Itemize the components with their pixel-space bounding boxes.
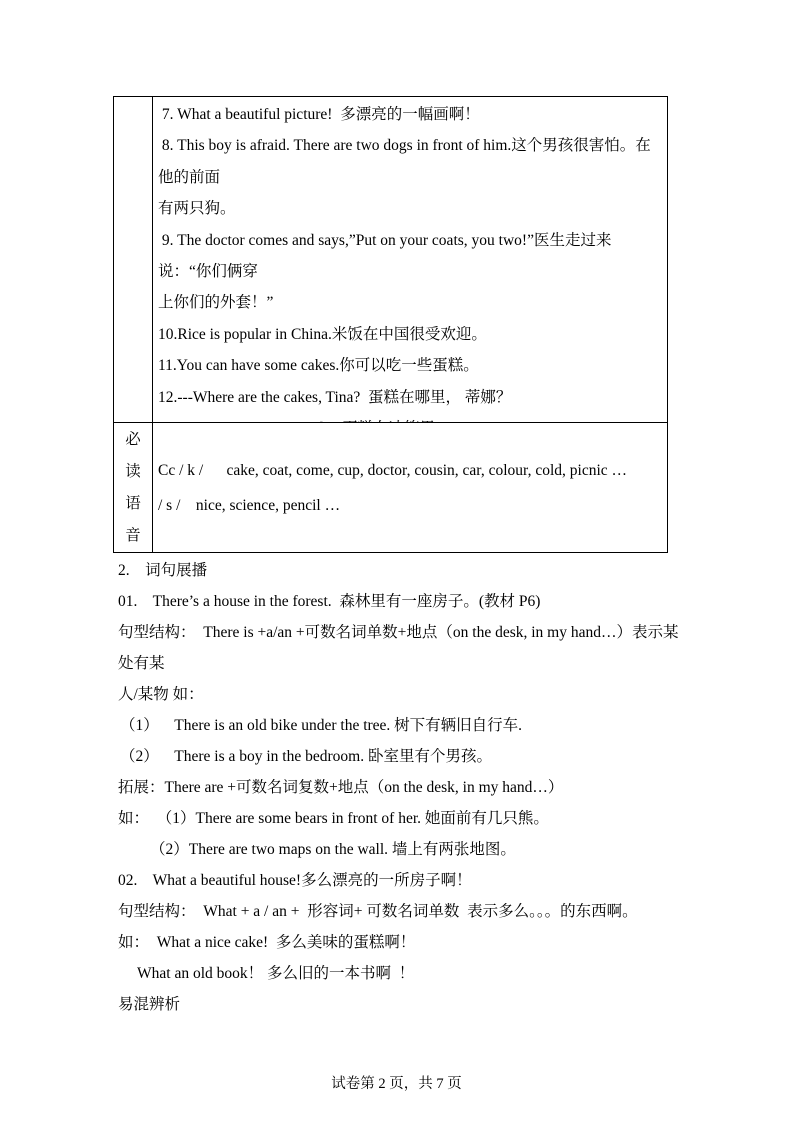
note-line: （2） There is a boy in the bedroom. 卧室里有个男孩。 bbox=[120, 748, 492, 765]
note-line: What an old book！ 多么旧的一本书啊 ！ bbox=[137, 965, 415, 982]
note-line: 如： （1）There are some bears in front of her. 她面前有几只熊。 bbox=[118, 810, 549, 827]
phonics-row-content-cell bbox=[153, 423, 667, 552]
phonics-line: / s / nice, science, pencil … bbox=[158, 496, 341, 514]
note-line: 02. What a beautiful house!多么漂亮的一所房子啊！ bbox=[118, 872, 472, 889]
note-line: 句型结构： What + a / an + 形容词+ 可数名词单数 表示多么。。。的东西啊。 bbox=[118, 903, 638, 920]
phonics-label-char: 音 bbox=[125, 526, 141, 544]
phonics-label-char: 读 bbox=[125, 462, 141, 480]
phonics-label-char: 语 bbox=[125, 494, 141, 512]
sentences-row-content-cell bbox=[153, 97, 667, 422]
note-line: 如： What a nice cake! 多么美味的蛋糕啊！ bbox=[118, 934, 416, 951]
sentence-line: 12.---Where are the cakes, Tina? 蛋糕在哪里， 蒂娜？ bbox=[158, 388, 512, 406]
phonics-label-char: 必 bbox=[125, 430, 141, 448]
phonics-row bbox=[114, 422, 667, 552]
section-heading: 2. 词句展播 bbox=[118, 562, 208, 579]
notes-section bbox=[0, 555, 793, 1020]
sentence-line: 有两只狗。 bbox=[158, 200, 236, 218]
sentence-line: 7. What a beautiful picture! 多漂亮的一幅画啊！ bbox=[158, 106, 480, 123]
sentences-row bbox=[114, 97, 667, 422]
note-line: 拓展：There are +可数名词复数+地点（on the desk, in my hand…） bbox=[118, 779, 564, 796]
note-line: 01. There’s a house in the forest. 森林里有一座房子。(教材 P6) bbox=[118, 593, 541, 610]
note-line: （1） There is an old bike under the tree. 树下有辆旧自行车. bbox=[120, 717, 523, 734]
note-line: 句型结构： There is +a/an +可数名词单数+地点（on the desk, in my hand…）表示某处有某 bbox=[118, 624, 679, 672]
page-footer: 试卷第 2 页，共 7 页 bbox=[331, 1076, 462, 1092]
phonics-row-label-cell bbox=[114, 423, 153, 552]
sentence-line: 9. The doctor comes and says,”Put on your coats, you two!”医生走过来说：“你们俩穿 bbox=[158, 231, 612, 281]
sentences-row-label-cell bbox=[114, 97, 153, 422]
note-line: 易混辨析 bbox=[118, 996, 181, 1013]
sentence-line: 10.Rice is popular in China.米饭在中国很受欢迎。 bbox=[158, 325, 487, 343]
note-line: （2）There are two maps on the wall. 墙上有两张地图。 bbox=[150, 841, 516, 858]
sentence-line: 上你们的外套！” bbox=[158, 294, 274, 312]
summary-table bbox=[113, 96, 668, 553]
sentence-line: 8. This boy is afraid. There are two dogs in front of him.这个男孩很害怕。在他的前面 bbox=[158, 137, 651, 186]
sentence-line bbox=[158, 413, 661, 422]
phonics-line: Cc / k / cake, coat, come, cup, doctor, cousin, car, colour, cold, picnic … bbox=[158, 461, 628, 479]
sentence-line: 11.You can have some cakes.你可以吃一些蛋糕。 bbox=[158, 357, 479, 375]
note-line: 人/某物 如： bbox=[118, 686, 204, 703]
